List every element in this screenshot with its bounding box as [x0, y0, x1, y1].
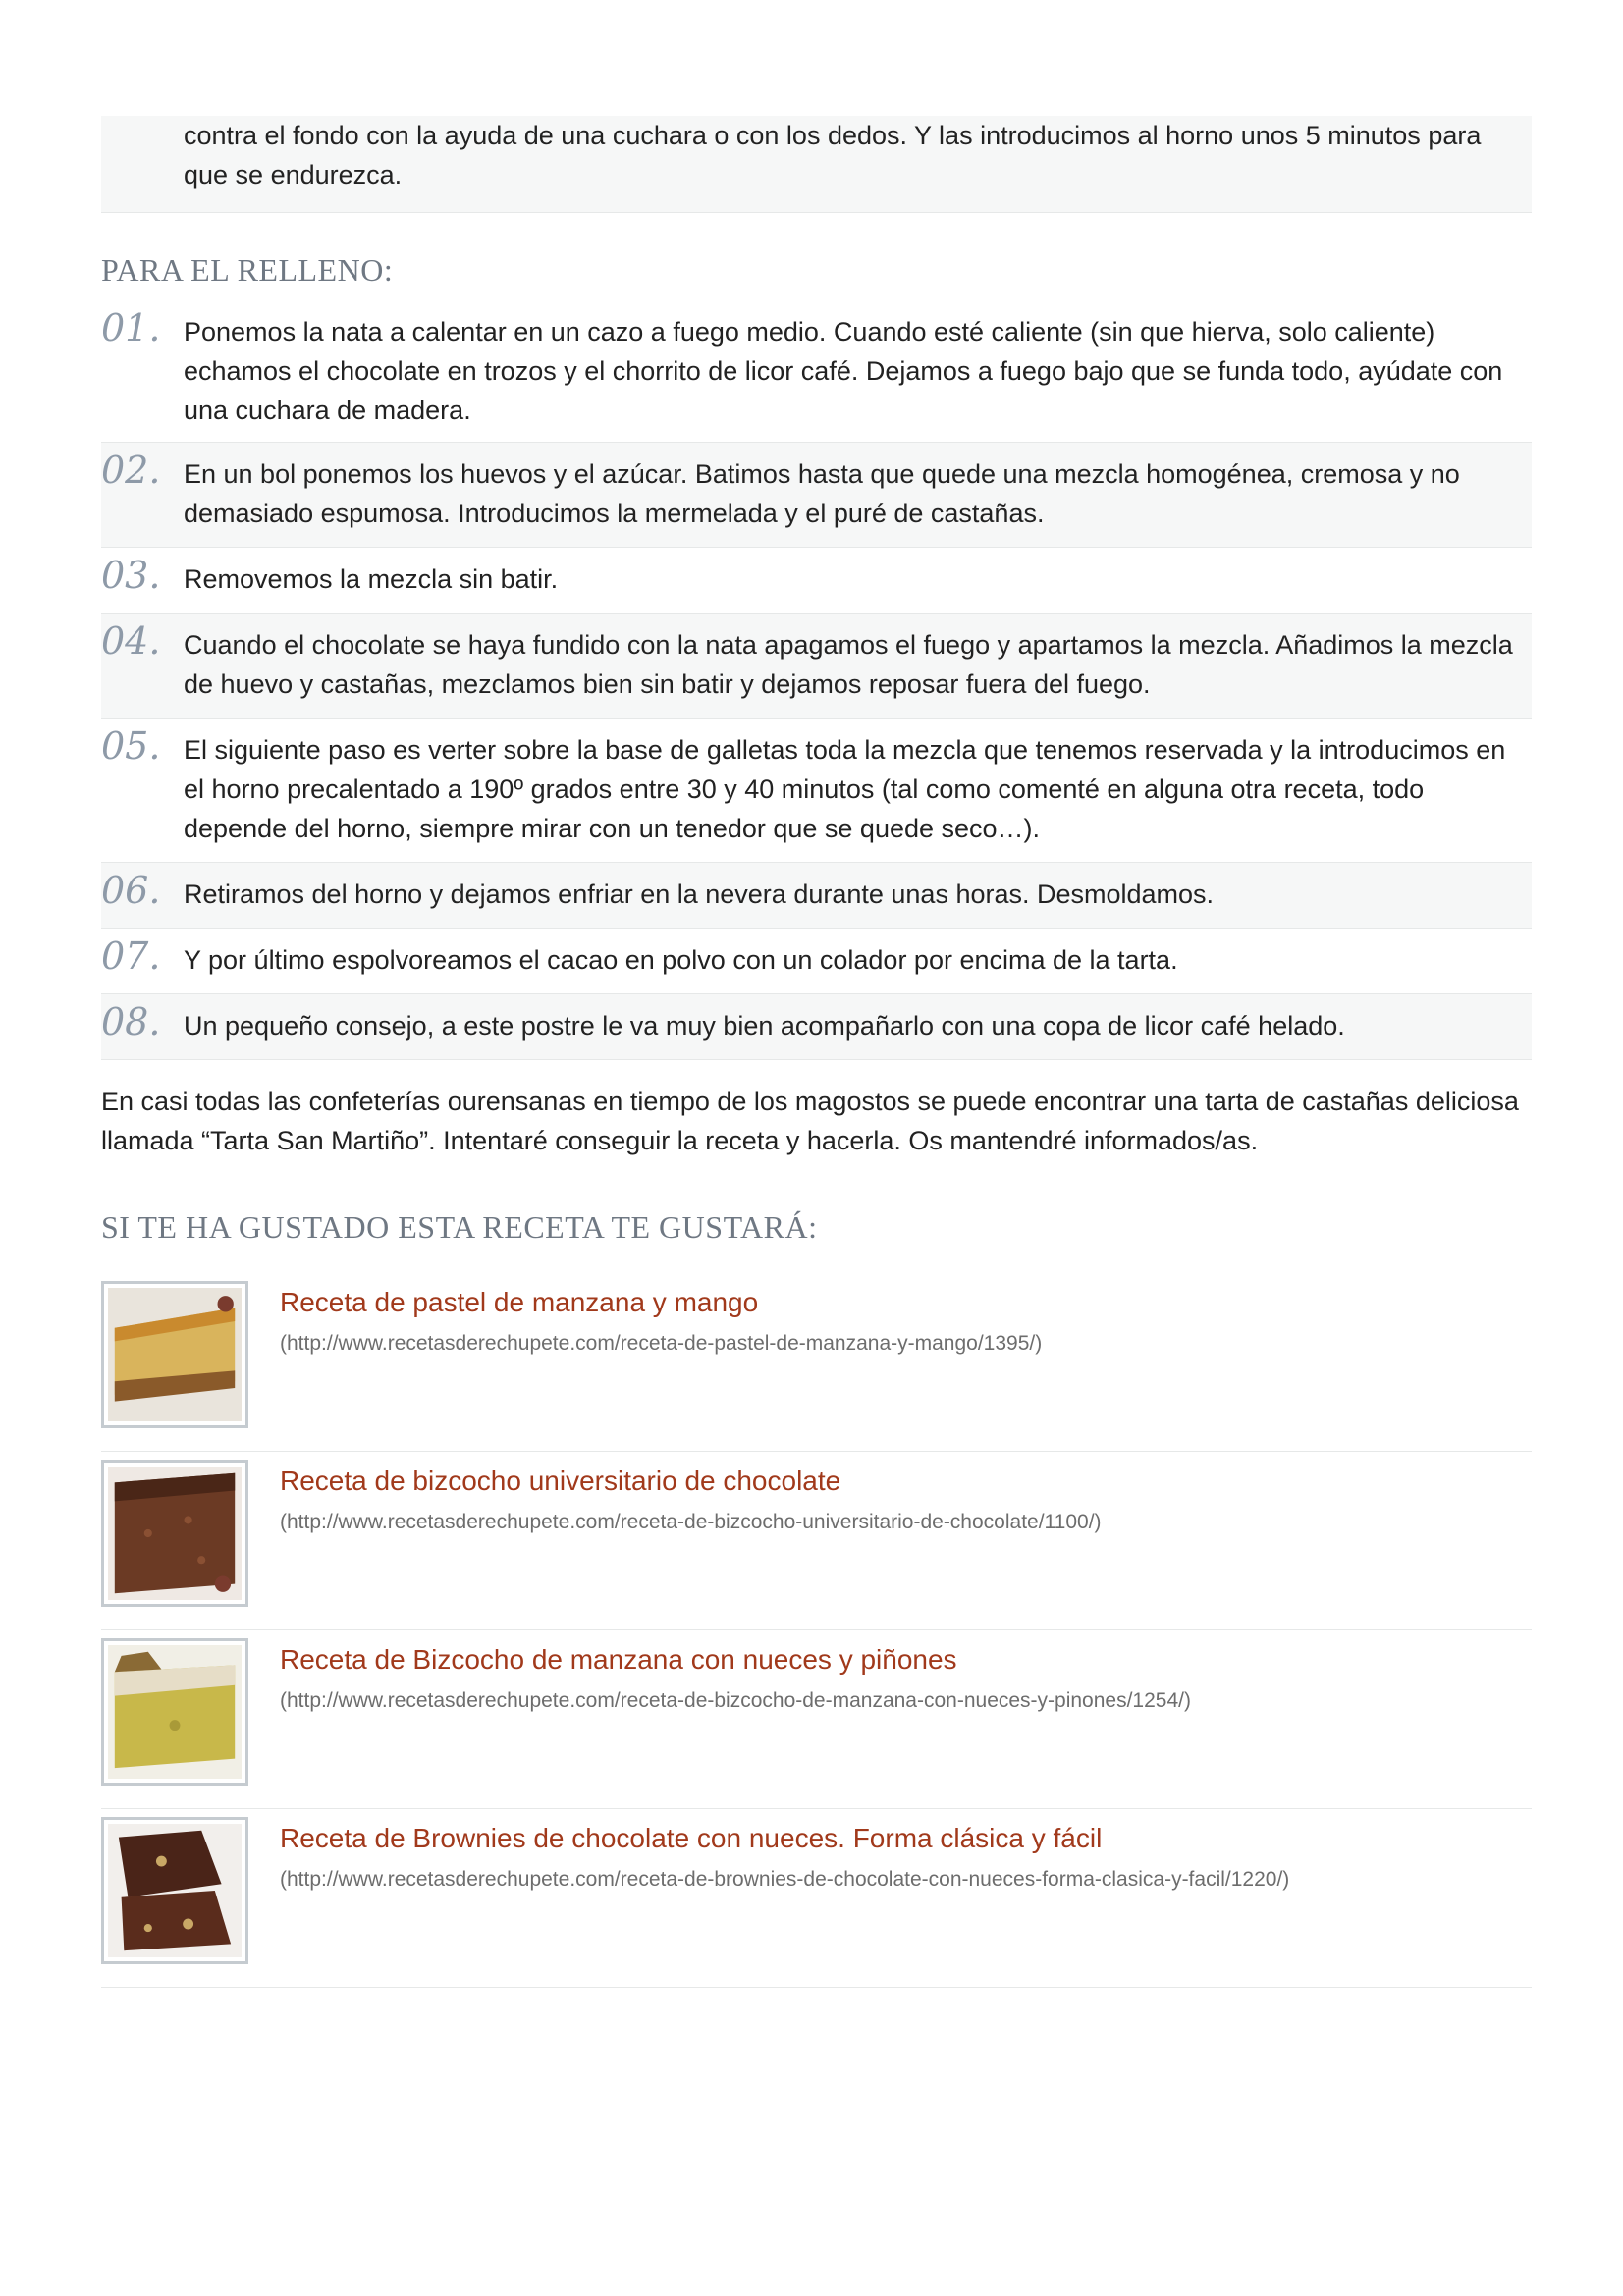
related-title-link[interactable]: Receta de pastel de manzana y mango: [280, 1287, 759, 1317]
step-number: 07.: [101, 934, 161, 978]
step-item: [101, 548, 1532, 614]
step-text: Y por último espolvoreamos el cacao en polvo con un colador por encima de la tarta.: [184, 945, 1178, 975]
related-thumbnail[interactable]: [101, 1460, 248, 1607]
related-url[interactable]: (http://www.recetasderechupete.com/receta-de-bizcocho-universitario-de-chocolate/1100/): [280, 1511, 1102, 1533]
step-item: [101, 306, 1532, 443]
closing-paragraph: En casi todas las confeterías ourensanas en tiempo de los magostos se puede encontrar una tarta de castañas deliciosa llamada “Tarta San Martiño”. Intentaré conseguir la receta y hacerla. Os mantendré informados/as.: [101, 1087, 1519, 1155]
related-item[interactable]: [101, 1809, 1532, 1988]
step-text: Retiramos del horno y dejamos enfriar en la nevera durante unas horas. Desmoldamos.: [184, 880, 1215, 909]
related-url[interactable]: (http://www.recetasderechupete.com/receta-de-brownies-de-chocolate-con-nueces-forma-clasica-y-facil/1220/): [280, 1868, 1290, 1891]
related-thumbnail[interactable]: [101, 1638, 248, 1786]
step-number: 08.: [101, 1000, 161, 1043]
related-url[interactable]: (http://www.recetasderechupete.com/receta-de-bizcocho-de-manzana-con-nueces-y-pinones/1254/): [280, 1689, 1191, 1712]
related-title-link[interactable]: Receta de Brownies de chocolate con nueces. Forma clásica y fácil: [280, 1823, 1103, 1853]
document-page: [101, 116, 1532, 1988]
related-url[interactable]: (http://www.recetasderechupete.com/receta-de-pastel-de-manzana-y-mango/1395/): [280, 1332, 1043, 1355]
related-title-link[interactable]: Receta de Bizcocho de manzana con nueces y piñones: [280, 1644, 957, 1675]
related-thumbnail[interactable]: [101, 1281, 248, 1428]
intro-continuation: [101, 116, 1532, 213]
cake-slice-icon: [108, 1288, 242, 1421]
related-title-link[interactable]: Receta de bizcocho universitario de chocolate: [280, 1466, 841, 1496]
step-number: 05.: [101, 724, 161, 768]
intro-text: contra el fondo con la ayuda de una cuchara o con los dedos. Y las introducimos al horno unos 5 minutos para que se endurezca.: [184, 121, 1482, 189]
step-item: [101, 614, 1532, 719]
steps-list: [101, 306, 1532, 1060]
related-item[interactable]: [101, 1273, 1532, 1452]
section-heading-related: SI TE HA GUSTADO ESTA RECETA TE GUSTARÁ:: [101, 1209, 818, 1245]
related-item[interactable]: [101, 1630, 1532, 1809]
step-text: Removemos la mezcla sin batir.: [184, 564, 559, 594]
step-item: [101, 443, 1532, 548]
step-item: [101, 863, 1532, 929]
step-text: Cuando el chocolate se haya fundido con la nata apagamos el fuego y apartamos la mezcla. Añadimos la mezcla de huevo y castañas, mezclamos bien sin batir y dejamos reposar fuera del fuego.: [184, 630, 1513, 699]
step-number: 03.: [101, 554, 161, 597]
step-text: Un pequeño consejo, a este postre le va muy bien acompañarlo con una copa de licor café helado.: [184, 1011, 1345, 1041]
chocolate-cake-icon: [108, 1467, 242, 1600]
related-thumbnail[interactable]: [101, 1817, 248, 1964]
related-item[interactable]: [101, 1452, 1532, 1630]
related-list: [101, 1273, 1532, 1988]
step-text: En un bol ponemos los huevos y el azúcar. Batimos hasta que quede una mezcla homogénea, cremosa y no demasiado espumosa. Introducimos la mermelada y el puré de castañas.: [184, 459, 1460, 528]
apple-sponge-cake-icon: [108, 1645, 242, 1779]
brownie-icon: [108, 1824, 242, 1957]
step-item: [101, 994, 1532, 1060]
step-item: [101, 929, 1532, 994]
step-text: Ponemos la nata a calentar en un cazo a fuego medio. Cuando esté caliente (sin que hierva, solo caliente) echamos el chocolate en trozos y el chorrito de licor café. Dejamos a fuego bajo que se funda todo, ayúdate con una cuchara de madera.: [184, 317, 1503, 425]
step-number: 02.: [101, 449, 161, 492]
step-number: 04.: [101, 619, 161, 663]
step-number: 06.: [101, 869, 161, 912]
section-heading-relleno: PARA EL RELLENO:: [101, 252, 394, 288]
step-text: El siguiente paso es verter sobre la base de galletas toda la mezcla que tenemos reservada y la introducimos en el horno precalentado a 190º grados entre 30 y 40 minutos (tal como comenté en alguna otra receta, todo depende del horno, siempre mirar con un tenedor que se quede seco…).: [184, 735, 1506, 843]
step-item: [101, 719, 1532, 863]
step-number: 01.: [101, 306, 161, 349]
